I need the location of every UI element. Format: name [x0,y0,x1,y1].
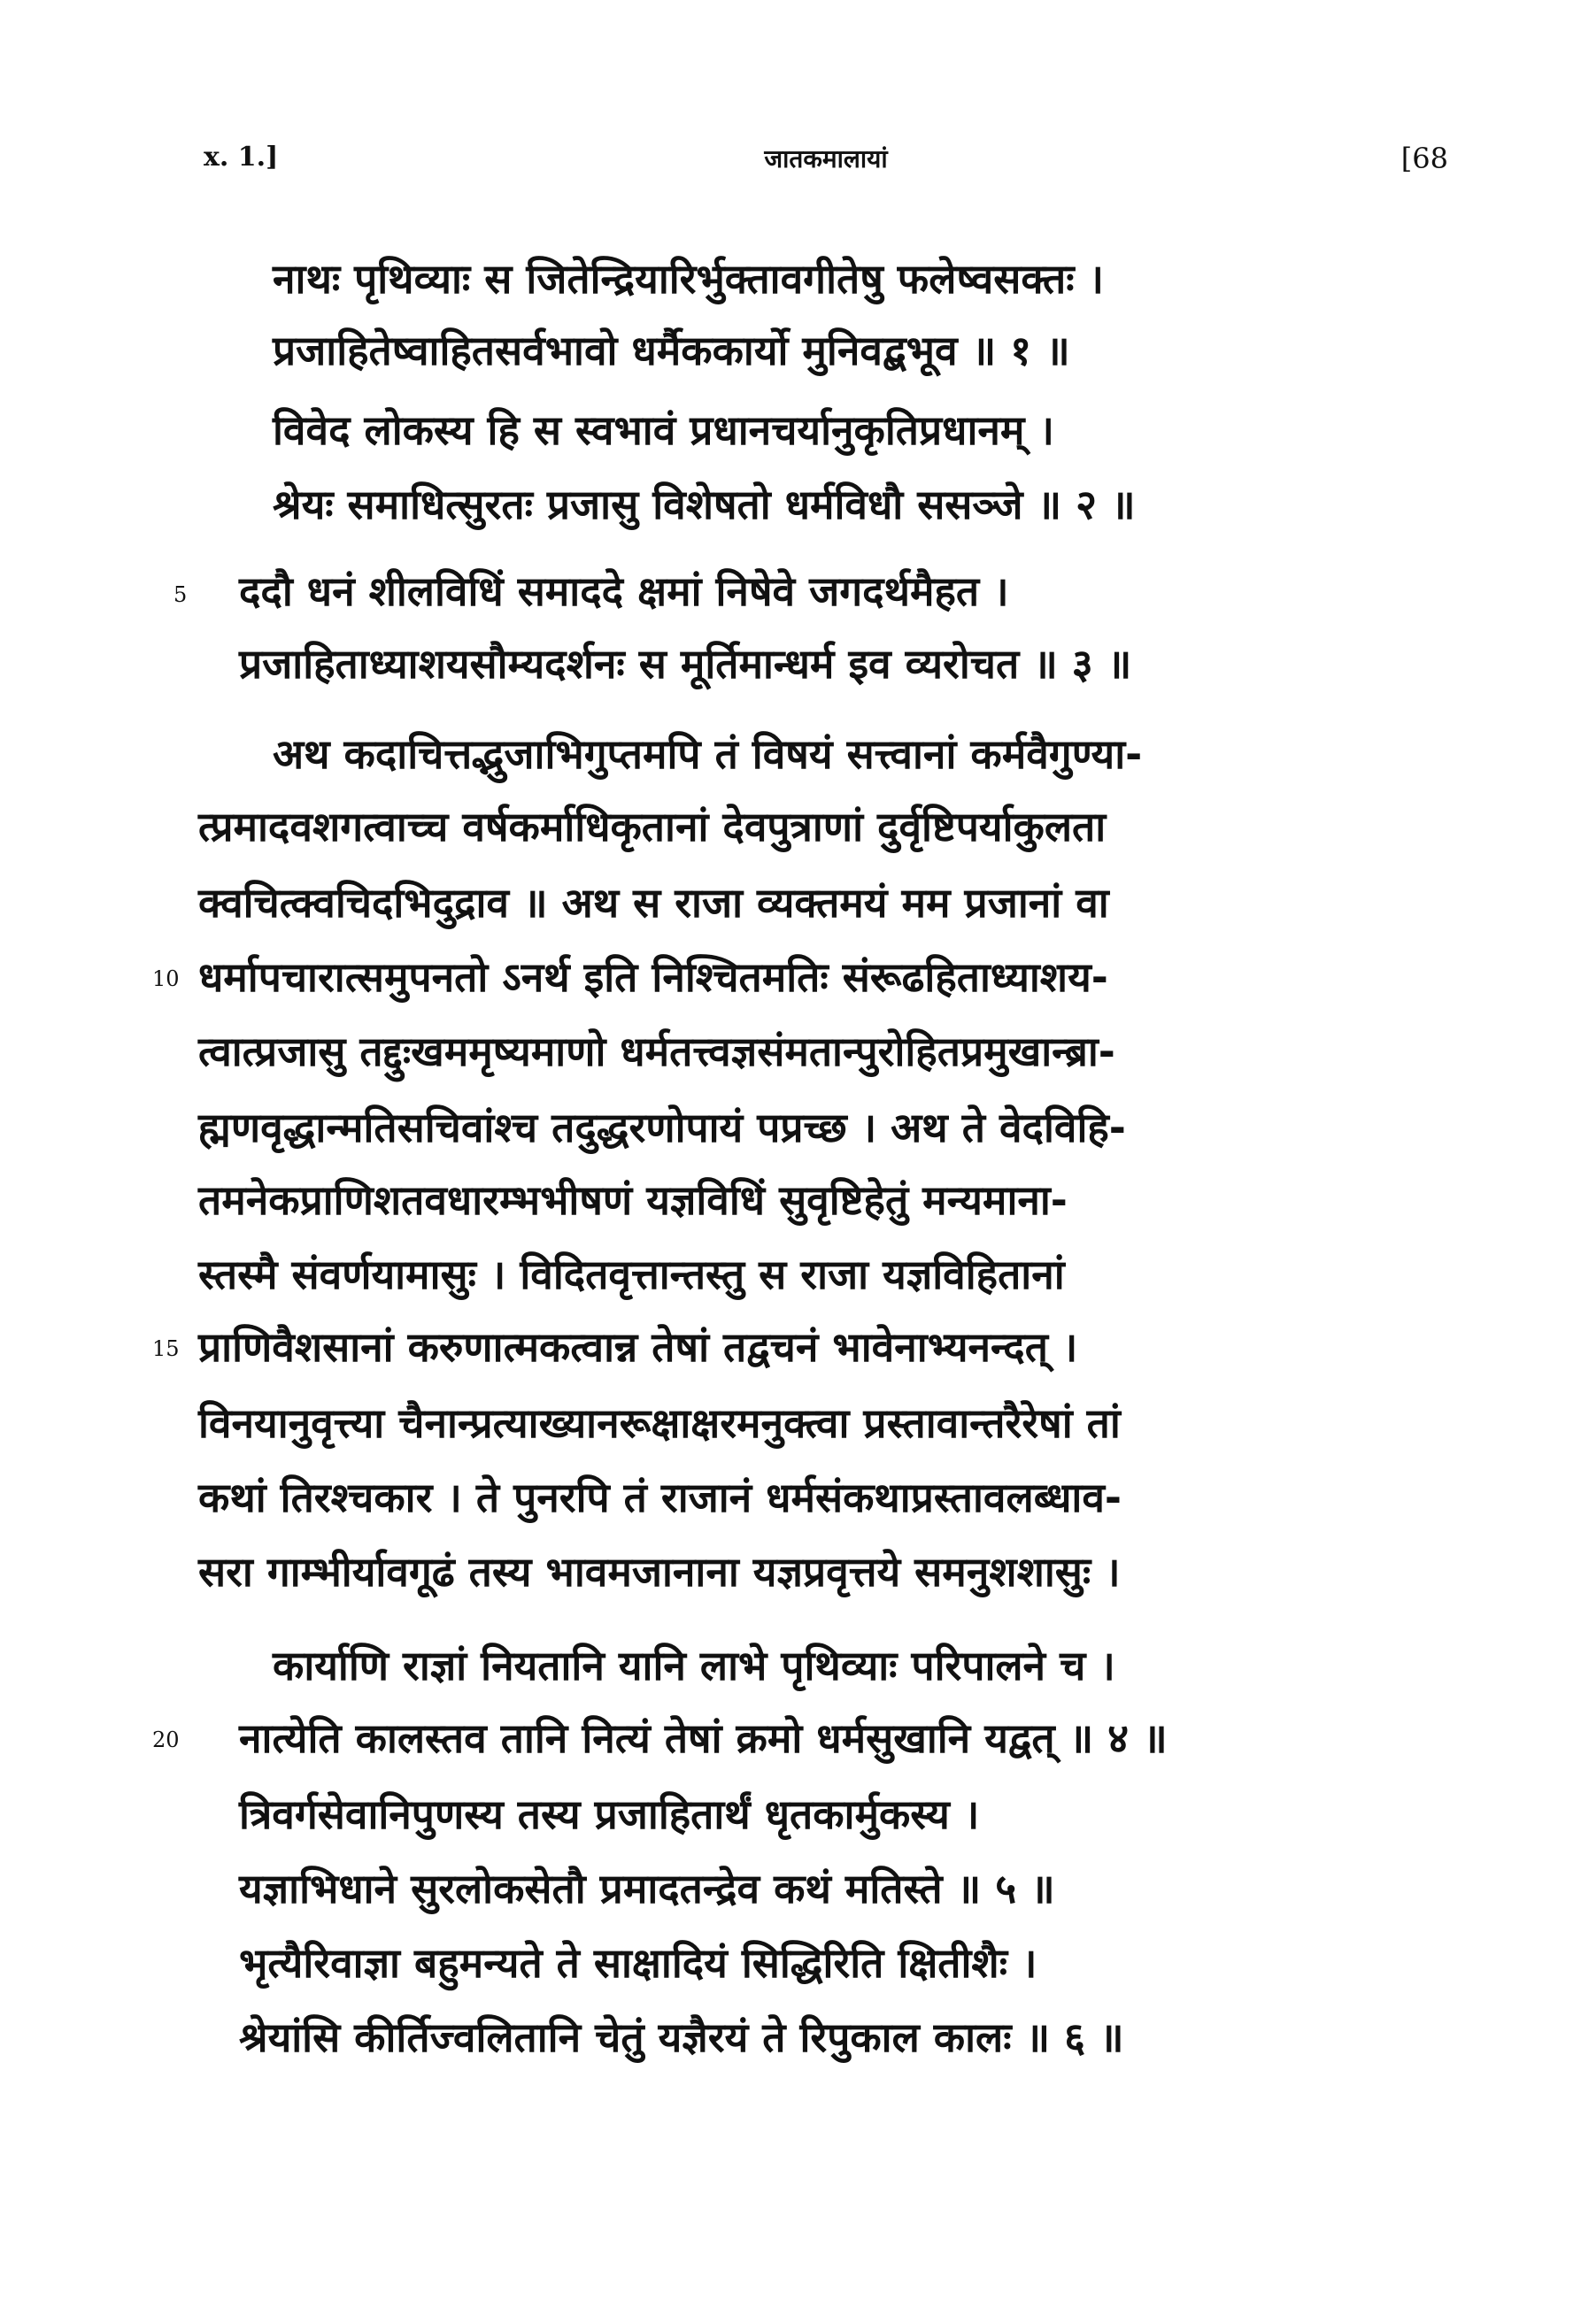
page-number: [68 [1400,142,1448,175]
prose-line: स्तस्मै संवर्णयामासुः । विदितवृत्तान्तस्तु स राजा यज्ञविहितानां [198,1250,1065,1298]
verse-line: कार्याणि राज्ञां नियतानि यानि लाभे पृथिव्याः परिपालने च । [273,1642,1115,1689]
chapter-reference: x. 1.] [204,142,279,173]
prose-line: प्राणिवैशसानां करुणात्मकत्वान्न तेषां तद्वचनं भावेनाभ्यनन्दत् । [198,1323,1078,1371]
line-number: 15 [152,1336,180,1361]
verse-line: श्रेयः समाधित्सुरतः प्रजासु विशेषतो धर्मविधौ ससञ्जे ॥ २ ॥ [273,481,1136,528]
verse-line: त्रिवर्गसेवानिपुणस्य तस्य प्रजाहितार्थं धृतकार्मुकस्य । [239,1790,980,1838]
prose-line: तमनेकप्राणिशतवधारम्भभीषणं यज्ञविधिं सुवृष्टिहेतुं मन्यमाना- [198,1176,1068,1224]
verse-line: यज्ञाभिधाने सुरलोकसेतौ प्रमादतन्द्रेव कथं मतिस्ते ॥ ५ ॥ [239,1865,1055,1912]
prose-line: क्वचित्क्वचिदभिदुद्राव ॥ अथ स राजा व्यक्तमयं मम प्रजानां वा [198,879,1109,927]
running-header [204,142,1448,186]
verse-line: ददौ धनं शीलविधिं समाददे क्षमां निषेवे जगदर्थमैहत । [239,567,1009,615]
prose-line: विनयानुवृत्त्या चैनान्प्रत्याख्यानरूक्षाक्षरमनुक्त्वा प्रस्तावान्तरैरेषां तां [198,1399,1121,1447]
verse-line: भृत्यैरिवाज्ञा बहुमन्यते ते साक्षादियं सिद्धिरिति क्षितीशैः । [239,1939,1037,1987]
prose-line: सरा गाम्भीर्यावगूढं तस्य भावमजानाना यज्ञप्रवृत्तये समनुशशासुः । [198,1548,1121,1596]
line-number: 5 [174,582,188,607]
verse-line: नात्येति कालस्तव तानि नित्यं तेषां क्रमो धर्मसुखानि यद्वत् ॥ ४ ॥ [239,1714,1168,1762]
verse-line: प्रजाहिताध्याशयसौम्यदर्शनः स मूर्तिमान्धर्म इव व्यरोचत ॥ ३ ॥ [239,640,1132,688]
prose-line: धर्मापचारात्समुपनतो ऽनर्थ इति निश्चितमतिः संरूढहिताध्याशय- [198,953,1108,1001]
verse-line: प्रजाहितेष्वाहितसर्वभावो धर्मैककार्यो मुनिवद्बभूव ॥ १ ॥ [273,327,1070,374]
prose-line: अथ कदाचित्तद्भुजाभिगुप्तमपि तं विषयं सत्त्वानां कर्मवैगुण्या- [273,730,1143,778]
verse-line: विवेद लोकस्य हि स स्वभावं प्रधानचर्यानुकृतिप्रधानम् । [273,406,1054,454]
prose-line: त्प्रमादवशगत्वाच्च वर्षकर्माधिकृतानां देवपुत्राणां दुर्वृष्टिपर्याकुलता [198,803,1107,850]
book-title: जातकमालायां [764,144,888,173]
line-number: 10 [152,966,180,991]
prose-line: ह्मणवृद्धान्मतिसचिवांश्च तदुद्धरणोपायं पप्रच्छ । अथ ते वेदविहि- [198,1104,1126,1151]
prose-line: त्वात्प्रजासु तद्दुःखममृष्यमाणो धर्मतत्त्वज्ञसंमतान्पुरोहितप्रमुखान्ब्रा- [198,1027,1115,1075]
prose-line: कथां तिरश्चकार । ते पुनरपि तं राजानं धर्मसंकथाप्रस्तावलब्धाव- [198,1474,1122,1521]
verse-line: नाथः पृथिव्याः स जितेन्द्रियारिर्भुक्तावगीतेषु फलेष्वसक्तः । [273,255,1104,303]
verse-line: श्रेयांसि कीर्तिज्वलितानि चेतुं यज्ञैरयं ते रिपुकाल कालः ॥ ६ ॥ [239,2013,1124,2061]
line-number: 20 [152,1728,180,1752]
